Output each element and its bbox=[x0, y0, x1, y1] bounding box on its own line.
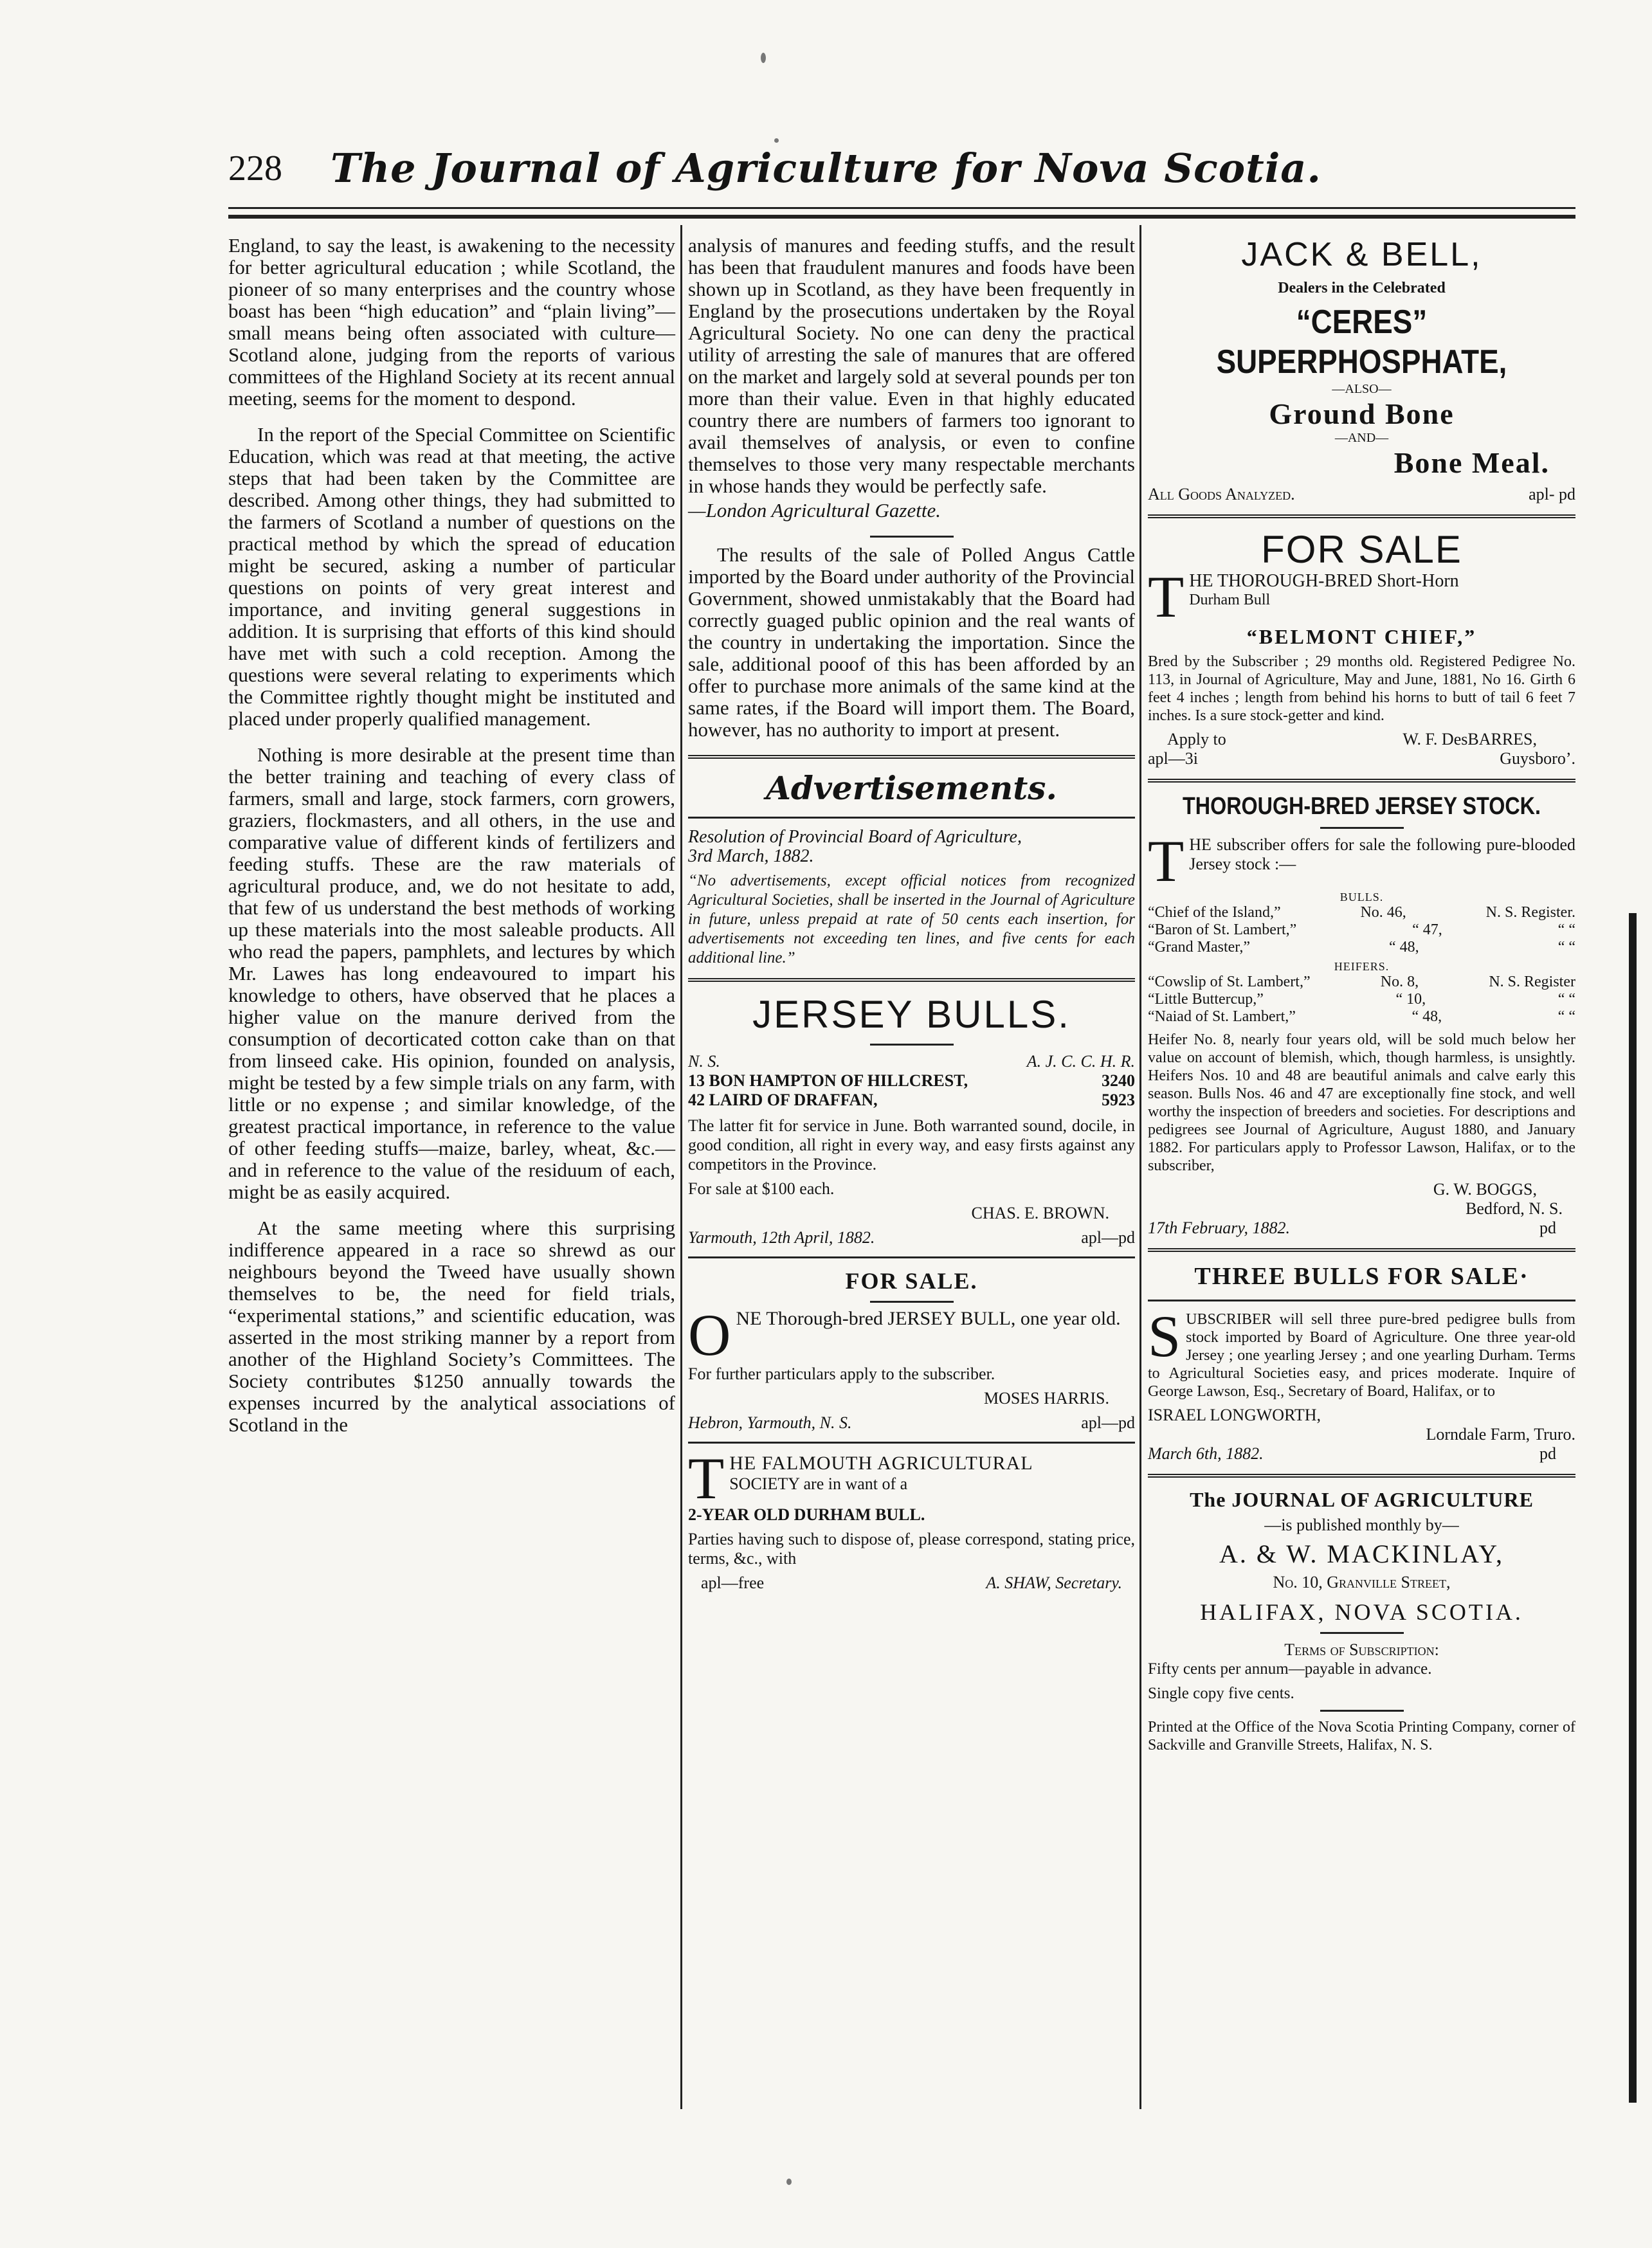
stock-name: “Baron of St. Lambert,” bbox=[1148, 921, 1297, 938]
stock-reg: “ “ bbox=[1557, 1008, 1575, 1025]
section-label: BULLS. bbox=[1339, 891, 1384, 903]
article-paragraph: Nothing is more desirable at the present time than the better training and teaching of every class of farmers, small and large, stock farmers, corn growers, graziers, flockmasters, and all others, in the use and comparative value of different kinds of fertilizers and feeding stuffs. These are the raw materials of agricultural produce, and, we do not hesitate to add, that few of us understand the best methods of working up these materials into the most saleable products. All who read the papers, pamphlets, and lectures by which Mr. Lawes has long endeavoured to impart his knowledge to others, have observed that he places a higher value on the manure derived from the consumption of decorticated cotton cake than on that from linseed cake. His opinion, founded on analysis, might be tested by a few simple trials on any farm, with little or no expense ; and similar knowledge, of the greatest practical importance, in reference to the value of other feeding stuffs—maize, barley, wheat, &c.—and in reference to the value of the residuum of each, might be as easily acquired. bbox=[228, 743, 675, 1203]
ad-text: Bred by the Subscriber ; 29 months old. Registered Pedigree No. 113, in Journal of Agriculture, May and June, 1881, No 16. Girth 6 feet 4 inches ; length from behind his horns to butt of tail 6 feet 7 inches. Is a sure stock-getter and kind. bbox=[1148, 653, 1575, 724]
drop-cap: O bbox=[688, 1309, 731, 1359]
ad-line: Dealers in the Celebrated bbox=[1278, 280, 1446, 296]
heifers-list bbox=[1148, 974, 1575, 1026]
product-name: “CERES” SUPERPHOSPHATE, bbox=[1216, 304, 1507, 381]
ad-code: apl—3i bbox=[1148, 749, 1198, 768]
ad-line: No. 10, Granville Street, bbox=[1273, 1573, 1451, 1591]
bull-register: 3240 bbox=[1102, 1071, 1135, 1090]
divider bbox=[688, 817, 1135, 819]
divider bbox=[688, 1256, 1135, 1258]
resolution-text: “No advertisements, except official notices from recognized Agricultural Societies, shall be inserted in the Journal of Agriculture in future, unless prepaid at rate of 50 cents each insertion, for advertisements not exceeding ten lines, and five cents for each additional line.” bbox=[688, 872, 1135, 966]
bulls-list bbox=[1148, 904, 1575, 956]
section-label: HEIFERS. bbox=[1334, 960, 1390, 973]
divider bbox=[688, 978, 1135, 982]
ad-text: Parties having such to dispose of, please correspond, stating price, terms, &c., with bbox=[688, 1530, 1135, 1568]
bull-name: BON HAMPTON OF HILLCREST, bbox=[709, 1071, 968, 1090]
article-paragraph: analysis of manures and feeding stuffs, and the result has been that fraudulent manures and foods have been shown up in Scotland, as they have been frequently in England by the prosecutions undertaken by the Royal Agricultural Society. No one can deny the practical utility of arresting the sale of manures that are offered on the market and largely sold at several pounds per ton more than their value. Even in that highly educated country there are numbers of farmers too ignorant to avail themselves of analysis, or even to confine themselves to those very many respectable merchants in whose hands they would be perfectly safe. bbox=[688, 234, 1135, 497]
falmouth-society-ad bbox=[688, 1453, 1135, 1593]
stock-reg: “ “ bbox=[1557, 939, 1575, 956]
masthead: The Journal of Agriculture for Nova Scotia. bbox=[330, 145, 1322, 192]
ad-title: THREE BULLS FOR SALE· bbox=[1194, 1263, 1529, 1290]
ad-line: —AND— bbox=[1334, 431, 1389, 445]
column-1 bbox=[228, 235, 675, 1450]
stock-row bbox=[1148, 904, 1575, 921]
ad-place: Hebron, Yarmouth, N. S. bbox=[688, 1413, 852, 1432]
ad-date: March 6th, 1882. bbox=[1148, 1444, 1264, 1463]
drop-cap: T bbox=[1148, 571, 1185, 621]
stock-row bbox=[1148, 939, 1575, 956]
jersey-stock-ad bbox=[1148, 793, 1575, 1238]
article-paragraph: At the same meeting where this surprising indifference appeared in a race so shrewd as our neighbours beyond the Tweed have usually shown themselves to be, the need for field trials, “experimental stations,” and scientific education, was asserted in the most striking manner by a report from another of the Highland Society’s Committees. The Society contributes $1250 annually towards the expenses incurred by the analytical associations of Scotland in the bbox=[228, 1217, 675, 1436]
stock-name: “Grand Master,” bbox=[1148, 939, 1250, 956]
ad-title: FOR SALE bbox=[1261, 528, 1462, 571]
ad-date: 17th February, 1882. bbox=[1148, 1219, 1290, 1237]
ad-code: apl—pd bbox=[1081, 1228, 1135, 1247]
ad-title: JACK & BELL, bbox=[1241, 236, 1482, 273]
bull-name: LAIRD OF DRAFFAN, bbox=[709, 1091, 878, 1109]
ad-text: The latter fit for service in June. Both warranted sound, docile, in good condition, all right in every way, and easy firsts against any competitors in the Province. bbox=[688, 1116, 1135, 1174]
stock-no: “ 48, bbox=[1389, 939, 1419, 956]
divider bbox=[1148, 1300, 1575, 1301]
column-2 bbox=[688, 235, 1135, 1593]
stock-no: No. 46, bbox=[1360, 904, 1406, 921]
article-paragraph: England, to say the least, is awakening to the necessity for better agricultural education ; while Scotland, the pioneer of so many enterprises and the country whose boast has been “high education” and “plain living”—small means being often associated with culture—Scotland alone, judging from the reports of various committees of the Highland Society at its recent annual meeting, seems for the moment to despond. bbox=[228, 234, 675, 410]
ad-code: apl- pd bbox=[1529, 485, 1575, 503]
ad-place-date: Yarmouth, 12th April, 1882. bbox=[688, 1228, 875, 1247]
ad-seller: W. F. DesBARRES, bbox=[1402, 730, 1537, 748]
register-label: N. S. bbox=[688, 1052, 720, 1071]
jersey-bulls-ad bbox=[688, 992, 1135, 1247]
ad-line: HE THOROUGH-BRED Short-Horn bbox=[1189, 571, 1459, 591]
page-edge-shadow bbox=[1629, 913, 1637, 2103]
page-number: 228 bbox=[228, 149, 282, 188]
ad-place: Lorndale Farm, Truro. bbox=[1426, 1425, 1575, 1444]
bull-register: 5923 bbox=[1102, 1091, 1135, 1109]
stock-reg: N. S. Register. bbox=[1485, 904, 1575, 921]
print-speck bbox=[774, 138, 779, 143]
ad-text: HE subscriber offers for sale the following pure-blooded Jersey stock :— bbox=[1189, 835, 1575, 873]
ad-title: FOR SALE. bbox=[845, 1268, 978, 1294]
jack-bell-ad bbox=[1148, 235, 1575, 504]
advertisements-heading: Advertisements. bbox=[766, 769, 1057, 807]
divider bbox=[688, 1442, 1135, 1444]
ad-line: 2-YEAR OLD DURHAM BULL. bbox=[688, 1505, 925, 1524]
stock-reg: “ “ bbox=[1557, 991, 1575, 1008]
ad-line: Durham Bull bbox=[1189, 592, 1271, 608]
ad-code: pd bbox=[1539, 1444, 1556, 1463]
ad-line: HALIFAX, NOVA SCOTIA. bbox=[1200, 1599, 1523, 1625]
stock-reg: “ “ bbox=[1557, 921, 1575, 938]
divider bbox=[1148, 1248, 1575, 1252]
ad-line: SOCIETY are in want of a bbox=[729, 1474, 908, 1493]
ad-line: —ALSO— bbox=[1332, 382, 1392, 396]
ad-text: Printed at the Office of the Nova Scotia Printing Company, corner of Sackville and Granville Streets, Halifax, N. S. bbox=[1148, 1719, 1575, 1754]
divider bbox=[870, 536, 954, 538]
ad-seller: MOSES HARRIS. bbox=[983, 1389, 1109, 1408]
divider bbox=[688, 755, 1135, 759]
bull-number: 42 bbox=[688, 1091, 705, 1109]
stock-row bbox=[1148, 1008, 1575, 1026]
resolution-title: Resolution of Provincial Board of Agriculture, bbox=[688, 827, 1022, 847]
publisher-name: A. & W. MACKINLAY, bbox=[1219, 1539, 1504, 1568]
belmont-chief-ad bbox=[1148, 529, 1575, 768]
stock-name: “Naiad of St. Lambert,” bbox=[1148, 1008, 1296, 1025]
divider bbox=[870, 1301, 954, 1303]
drop-cap: S bbox=[1148, 1310, 1181, 1369]
resolution-notice bbox=[688, 828, 1135, 968]
stock-name: “Little Buttercup,” bbox=[1148, 991, 1264, 1008]
divider bbox=[870, 1044, 954, 1046]
ad-place: Bedford, N. S. bbox=[1466, 1199, 1563, 1218]
stock-no: “ 47, bbox=[1412, 921, 1442, 938]
print-speck bbox=[761, 53, 766, 63]
for-sale-jersey-bull-ad bbox=[688, 1267, 1135, 1433]
column-3 bbox=[1148, 235, 1575, 1759]
print-speck bbox=[786, 2179, 792, 2185]
ad-line: —is published monthly by— bbox=[1264, 1516, 1459, 1534]
ad-line: Fifty cents per annum—payable in advance. bbox=[1148, 1660, 1432, 1678]
article-source: —London Agricultural Gazette. bbox=[688, 499, 941, 521]
article-paragraph: The results of the sale of Polled Angus Cattle imported by the Board under authority of the Provincial Government, showed unmistakably that the Board had correctly guaged public opinion and the real wants of the country in undertaking the importation. Since the sale, additional pooof of this has been afforded by an offer to purchase more animals of the same kind at the same rates, if the Board will import them. The Board, however, has no authority to import at present. bbox=[688, 543, 1135, 741]
ad-line: All Goods Analyzed. bbox=[1148, 485, 1295, 503]
bull-name: “BELMONT CHIEF,” bbox=[1246, 625, 1477, 648]
ad-place: Guysboro’. bbox=[1500, 749, 1575, 768]
stock-no: No. 8, bbox=[1380, 974, 1419, 990]
ad-line: Single copy five cents. bbox=[1148, 1685, 1294, 1702]
stock-reg: N. S. Register bbox=[1489, 974, 1575, 990]
header-rule-thick bbox=[228, 215, 1575, 219]
stock-name: “Cowslip of St. Lambert,” bbox=[1148, 974, 1311, 990]
ad-seller: ISRAEL LONGWORTH, bbox=[1148, 1406, 1321, 1424]
stock-row bbox=[1148, 974, 1575, 991]
ad-title: The JOURNAL OF AGRICULTURE bbox=[1190, 1488, 1534, 1511]
divider bbox=[1320, 827, 1404, 829]
divider bbox=[1320, 1632, 1404, 1634]
resolution-date: 3rd March, 1882. bbox=[688, 846, 814, 866]
product-name: Ground Bone bbox=[1269, 397, 1455, 430]
header-rule bbox=[228, 207, 1575, 209]
divider bbox=[1148, 514, 1575, 518]
ad-signer: A. SHAW, Secretary. bbox=[986, 1573, 1122, 1592]
stock-row bbox=[1148, 991, 1575, 1008]
register-label: A. J. C. C. H. R. bbox=[1026, 1052, 1135, 1071]
column-divider bbox=[680, 225, 682, 2109]
ad-price: For sale at $100 each. bbox=[688, 1179, 835, 1198]
column-divider bbox=[1139, 225, 1141, 2109]
bull-number: 13 bbox=[688, 1071, 705, 1090]
three-bulls-ad bbox=[1148, 1262, 1575, 1464]
ad-title: THOROUGH-BRED JERSEY STOCK. bbox=[1183, 793, 1541, 820]
stock-name: “Chief of the Island,” bbox=[1148, 904, 1281, 921]
divider bbox=[1148, 779, 1575, 783]
stock-no: “ 10, bbox=[1395, 991, 1426, 1008]
stock-row bbox=[1148, 921, 1575, 939]
divider bbox=[1320, 1710, 1404, 1712]
ad-title: JERSEY BULLS. bbox=[752, 993, 1071, 1036]
ad-code: pd bbox=[1539, 1219, 1556, 1237]
ad-line: Terms of Subscription: bbox=[1284, 1640, 1439, 1659]
divider bbox=[1148, 1474, 1575, 1478]
product-name: Bone Meal. bbox=[1393, 446, 1550, 479]
ad-text: For further particulars apply to the subscriber. bbox=[688, 1364, 995, 1383]
ad-code: apl—pd bbox=[1081, 1413, 1135, 1432]
journal-imprint bbox=[1148, 1488, 1575, 1754]
ad-text: UBSCRIBER will sell three pure-bred pedigree bulls from stock imported by Board of Agriculture. One three year-old Jersey ; one yearling Jersey ; and one yearling Durham. Terms to Agricultural Societies easy, and prices moderate. Inquire of George Lawson, Esq., Secretary of Board, Halifax, or to bbox=[1148, 1311, 1575, 1400]
ad-text: NE Thorough-bred JERSEY BULL, one year old. bbox=[736, 1309, 1121, 1329]
ad-text: Heifer No. 8, nearly four years old, will be sold much below her value on account of blemish, which, though harmless, is unsightly. Heifers Nos. 10 and 48 are beautiful animals and calve early this season. Bulls Nos. 46 and 47 are exceptionally fine stock, and well worthy the inspection of breeders and societies. For descriptions and pedigrees see Journal of Agriculture, August 1880, and January 1882. For particulars apply to Professor Lawson, Halifax, or to the subscriber, bbox=[1148, 1031, 1575, 1174]
drop-cap: T bbox=[1148, 835, 1185, 885]
ad-line: Apply to bbox=[1167, 730, 1226, 748]
ad-line: HE FALMOUTH AGRICULTURAL bbox=[729, 1453, 1033, 1474]
stock-no: “ 48, bbox=[1411, 1008, 1442, 1025]
ad-code: apl—free bbox=[701, 1573, 765, 1592]
article-paragraph: In the report of the Special Committee on Scientific Education, which was read at that meeting, the active steps that had been taken by the Committee are described. Among other things, they had submitted to the farmers of Scotland a number of questions on the practical method by which the spread of education might be secured, asking a number of particular questions on points of very great interest and importance, and inviting general suggestions in addition. It is surprising that efforts of this kind should have met with such a cold reception. Among the questions were several relating to experiments which the Committee rightly thought might be instituted and placed under properly qualified management. bbox=[228, 423, 675, 730]
ad-seller: G. W. BOGGS, bbox=[1433, 1180, 1537, 1199]
drop-cap: T bbox=[688, 1453, 725, 1503]
ad-seller: CHAS. E. BROWN. bbox=[971, 1204, 1109, 1222]
